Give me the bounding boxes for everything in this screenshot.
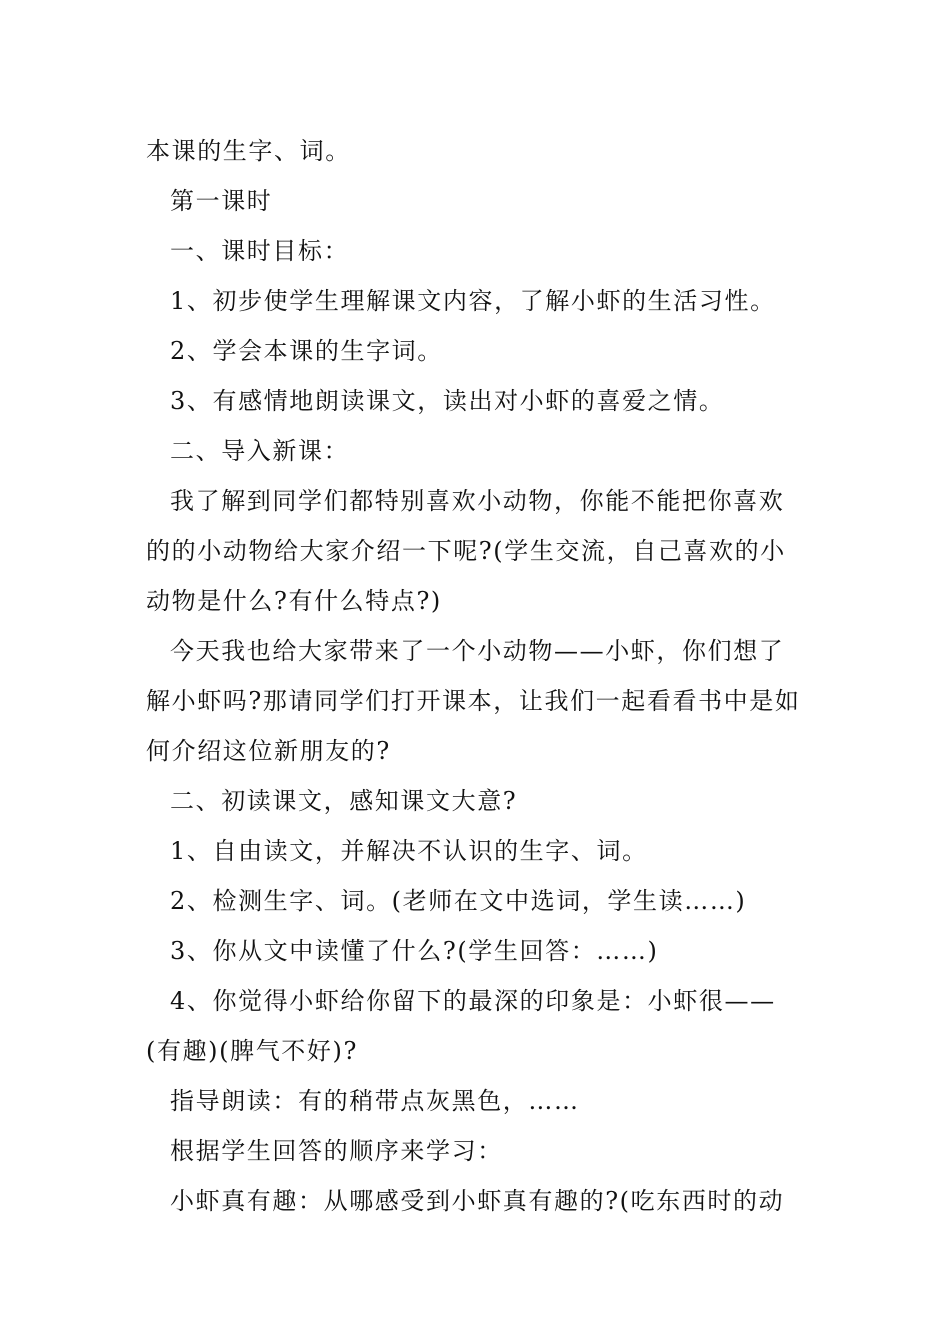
- text-line: 4、你觉得小虾给你留下的最深的印象是：小虾很——: [170, 987, 776, 1015]
- text-line: 1、自由读文，并解决不认识的生字、词。: [170, 837, 648, 865]
- text-line: 的的小动物给大家介绍一下呢?(学生交流，自己喜欢的小: [146, 537, 786, 565]
- text-line: 动物是什么?有什么特点?): [146, 587, 442, 615]
- section-heading: 一、课时目标：: [170, 237, 350, 265]
- text-line: 指导朗读：有的稍带点灰黑色，……: [170, 1087, 580, 1115]
- text-line: 2、检测生字、词。(老师在文中选词，学生读……): [170, 887, 747, 915]
- section-heading: 二、导入新课：: [170, 437, 350, 465]
- text-line: 3、有感情地朗读课文，读出对小虾的喜爱之情。: [170, 387, 725, 415]
- text-line: 3、你从文中读懂了什么?(学生回答：……): [170, 937, 659, 965]
- text-line: 根据学生回答的顺序来学习：: [170, 1137, 503, 1165]
- text-line: 何介绍这位新朋友的?: [146, 737, 391, 765]
- text-line: 小虾真有趣：从哪感受到小虾真有趣的?(吃东西时的动: [170, 1187, 785, 1215]
- text-line: 2、学会本课的生字词。: [170, 337, 443, 365]
- text-line: 解小虾吗?那请同学们打开课本，让我们一起看看书中是如: [146, 687, 801, 715]
- section-heading: 第一课时: [170, 187, 273, 215]
- section-heading: 二、初读课文，感知课文大意?: [170, 787, 518, 815]
- text-line: 今天我也给大家带来了一个小动物——小虾，你们想了: [170, 637, 785, 665]
- text-line: 本课的生字、词。: [146, 137, 351, 165]
- text-line: (有趣)(脾气不好)?: [146, 1037, 358, 1065]
- text-line: 1、初步使学生理解课文内容，了解小虾的生活习性。: [170, 287, 776, 315]
- text-line: 我了解到同学们都特别喜欢小动物，你能不能把你喜欢: [170, 487, 785, 515]
